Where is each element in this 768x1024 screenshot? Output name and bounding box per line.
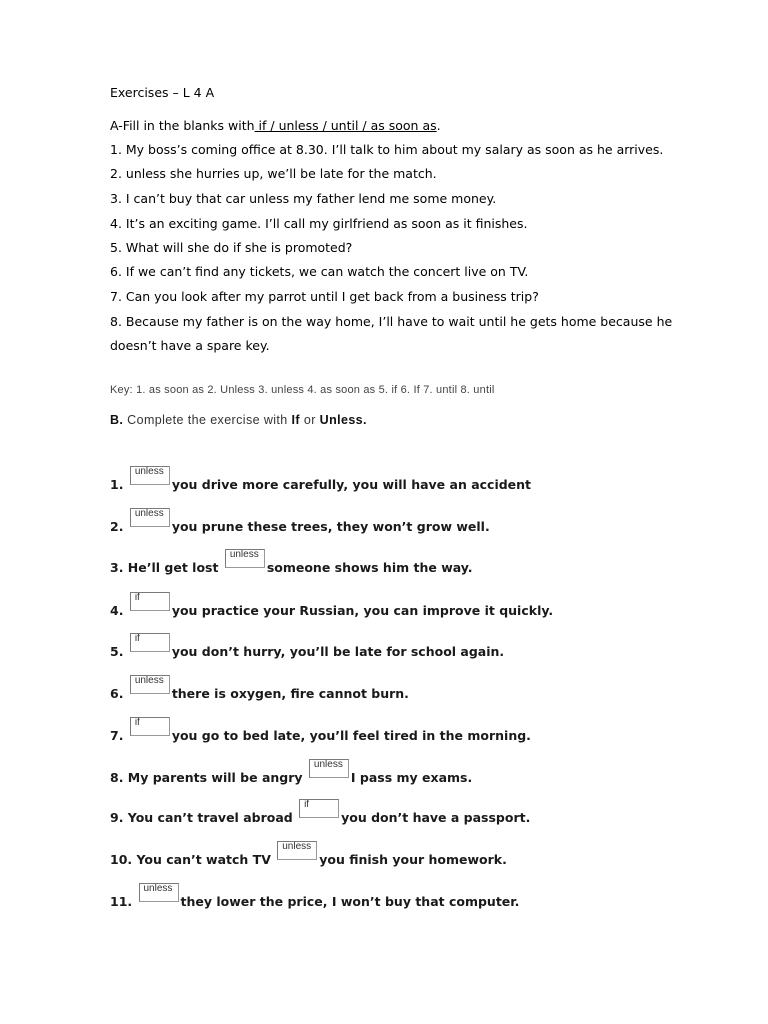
answer-value: unless [134, 466, 164, 477]
instruction-prefix: A-Fill in the blanks with [110, 118, 255, 133]
section-a-line: 5. What will she do if she is promoted? [110, 240, 353, 255]
answer-field[interactable] [130, 508, 170, 527]
instruction-suffix: . [436, 118, 441, 133]
answer-field[interactable] [139, 883, 179, 902]
question-text-before: 2. [110, 519, 128, 534]
question-text-before: 9. You can’t travel abroad [110, 810, 298, 825]
question-row [110, 675, 409, 701]
answer-value: if [134, 717, 140, 728]
question-text-after: you finish your homework. [319, 852, 507, 867]
section-a-line: 6. If we can’t find any tickets, we can watch the concert live on TV. [110, 264, 529, 279]
page-title: Exercises – L 4 A [110, 85, 215, 100]
question-text-before: 8. My parents will be angry [110, 770, 307, 785]
section-a-line: 1. My boss’s coming office at 8.30. I’ll talk to him about my salary as soon as he arrives. [110, 142, 664, 157]
section-a-line: 8. Because my father is on the way home, I’ll have to wait until he gets home because he [110, 314, 673, 329]
section-a-line: 3. I can’t buy that car unless my father lend me some money. [110, 191, 497, 206]
answer-field[interactable] [309, 759, 349, 778]
answer-field[interactable] [130, 633, 170, 652]
answer-field[interactable] [277, 841, 317, 860]
answer-value: unless [134, 508, 164, 519]
question-text-after: you don’t hurry, you’ll be late for school again. [171, 644, 505, 659]
question-row [110, 549, 473, 575]
instruction-words: if / unless / until / as soon as [254, 118, 437, 133]
section-b-heading [110, 413, 367, 427]
answer-value: unless [143, 883, 173, 894]
question-text-after: you practice your Russian, you can improve it quickly. [171, 603, 554, 618]
heading-text: Complete the exercise with [123, 413, 292, 427]
question-row [110, 883, 520, 909]
section-a-line: 7. Can you look after my parrot until I get back from a business trip? [110, 289, 539, 304]
question-text-before: 10. You can’t watch TV [110, 852, 276, 867]
answer-value: if [304, 799, 310, 810]
answer-field[interactable] [130, 592, 170, 611]
section-a-instruction [110, 118, 441, 134]
answer-key: Key: 1. as soon as 2. Unless 3. unless 4. as soon as 5. if 6. If 7. until 8. until [110, 384, 495, 396]
heading-or: or [299, 413, 320, 427]
question-text-before: 1. [110, 477, 128, 492]
question-text-before: 5. [110, 644, 128, 659]
answer-value: unless [229, 549, 259, 560]
section-a-line: 2. unless she hurries up, we’ll be late for the match. [110, 166, 437, 181]
question-text-after: you don’t have a passport. [341, 810, 531, 825]
question-row [110, 592, 554, 618]
answer-value: unless [282, 841, 312, 852]
answer-value: unless [313, 759, 343, 770]
heading-unless: Unless. [319, 413, 367, 427]
answer-value: if [134, 592, 140, 603]
question-row [110, 466, 532, 492]
question-text-before: 4. [110, 603, 128, 618]
section-a-line: 4. It’s an exciting game. I’ll call my girlfriend as soon as it finishes. [110, 216, 528, 231]
question-text-after: I pass my exams. [350, 770, 473, 785]
question-text-before: 6. [110, 686, 128, 701]
heading-if: If [291, 413, 300, 427]
question-text-after: there is oxygen, fire cannot burn. [171, 686, 409, 701]
question-row [110, 633, 505, 659]
question-row [110, 508, 490, 534]
answer-field[interactable] [130, 675, 170, 694]
question-text-after: they lower the price, I won’t buy that computer. [180, 894, 520, 909]
answer-value: unless [134, 675, 164, 686]
question-text-before: 11. [110, 894, 137, 909]
question-row [110, 717, 531, 743]
question-text-before: 3. He’ll get lost [110, 560, 223, 575]
question-row [110, 759, 473, 785]
question-row [110, 841, 507, 867]
question-text-after: you drive more carefully, you will have an accident [171, 477, 532, 492]
question-text-after: you prune these trees, they won’t grow well. [171, 519, 490, 534]
section-a-line: doesn’t have a spare key. [110, 338, 270, 353]
answer-field[interactable] [225, 549, 265, 568]
question-text-before: 7. [110, 728, 128, 743]
answer-value: if [134, 633, 140, 644]
answer-field[interactable] [299, 799, 339, 818]
question-text-after: someone shows him the way. [266, 560, 473, 575]
heading-prefix: B. [110, 413, 124, 427]
question-row [110, 799, 531, 825]
answer-field[interactable] [130, 466, 170, 485]
answer-field[interactable] [130, 717, 170, 736]
question-text-after: you go to bed late, you’ll feel tired in the morning. [171, 728, 531, 743]
